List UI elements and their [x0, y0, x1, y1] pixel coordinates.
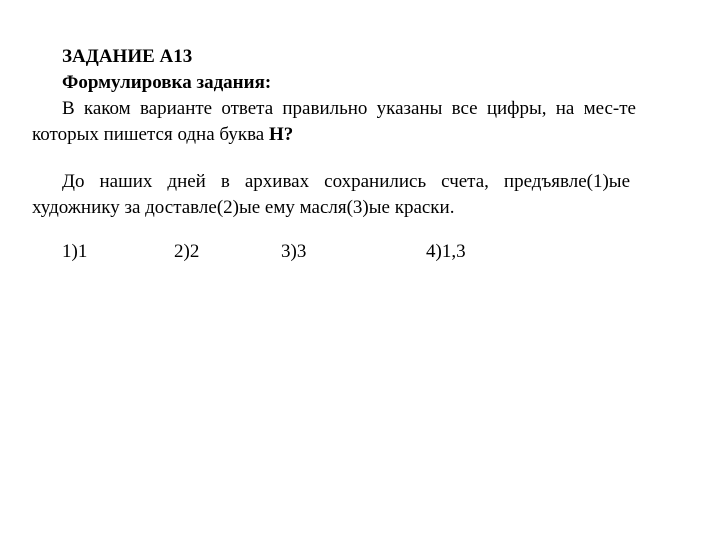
option-2: 2)2 — [174, 241, 200, 262]
question-line-1: В каком варианте ответа правильно указаны все цифры, на мес-те — [62, 98, 636, 119]
task-heading: ЗАДАНИЕ А13 — [62, 46, 193, 67]
option-1: 1)1 — [62, 241, 88, 262]
question-mark: ? — [283, 124, 294, 145]
question-line-2 — [32, 124, 293, 146]
option-3: 3)3 — [281, 241, 307, 262]
option-4: 4)1,3 — [426, 241, 466, 262]
question-line-2-prefix: которых пишется одна буква — [32, 124, 269, 145]
task-subheading: Формулировка задания: — [62, 72, 272, 93]
question-letter: Н — [269, 124, 284, 145]
sentence-line-1: До наших дней в архивах сохранились счета, предъявле(1)ые — [62, 171, 630, 192]
sentence-line-2: художнику за доставле(2)ые ему масля(3)ые краски. — [32, 197, 455, 218]
